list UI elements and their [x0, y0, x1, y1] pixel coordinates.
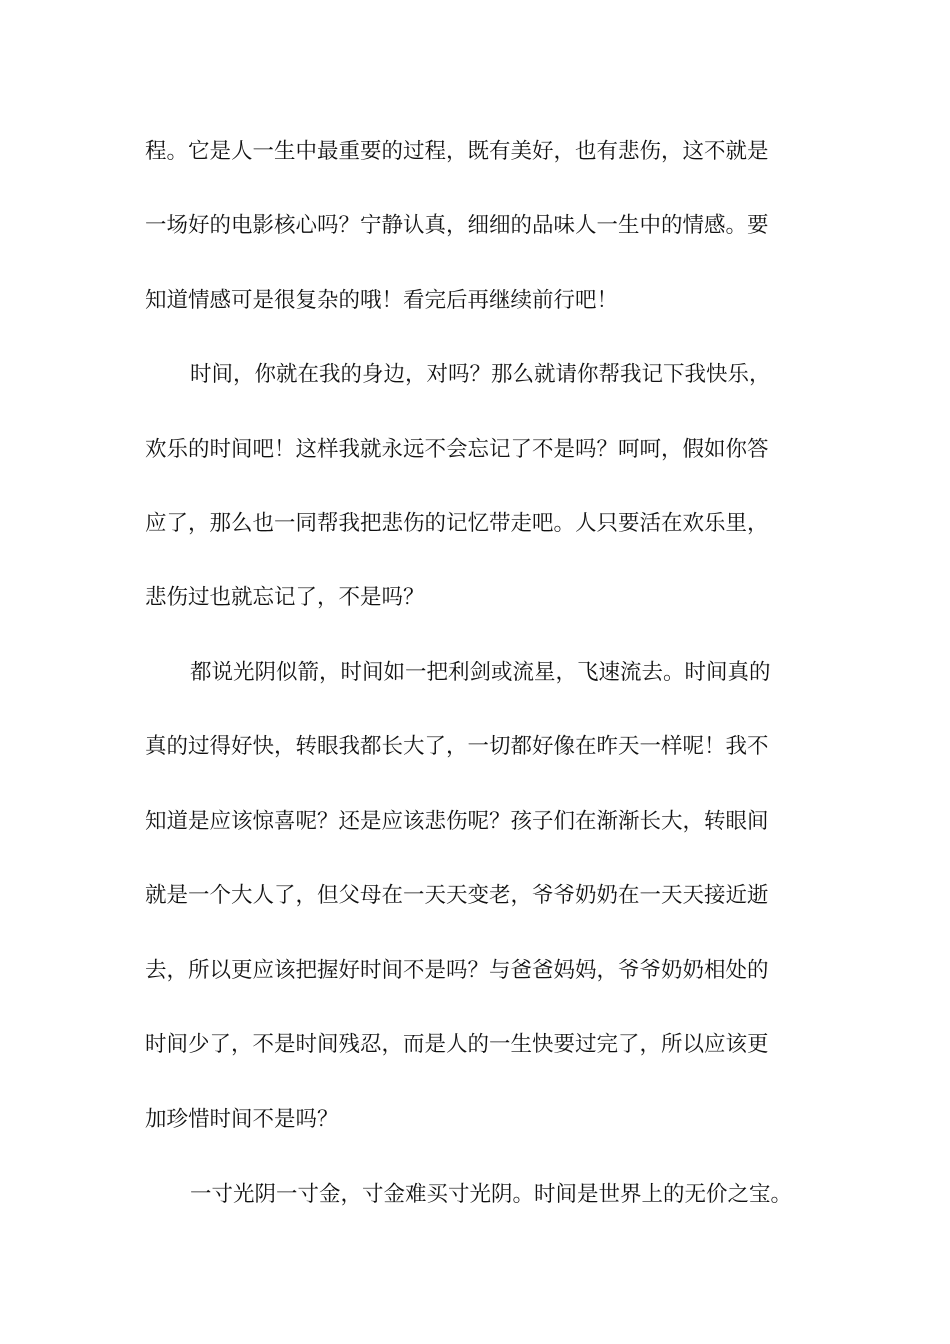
paragraph-1-line-3: 知道情感可是很复杂的哦！看完后再继续前行吧！: [145, 288, 619, 313]
paragraph-1-line-2: 一场好的电影核心吗？宁静认真，细细的品味人一生中的情感。要: [145, 213, 769, 238]
paragraph-3-line-3: 知道是应该惊喜呢？还是应该悲伤呢？孩子们在渐渐长大，转眼间: [145, 809, 769, 834]
paragraph-2-line-3: 应了，那么也一同帮我把悲伤的记忆带走吧。人只要活在欢乐里，: [145, 511, 769, 536]
paragraph-2-line-1: 时间，你就在我的身边，对吗？那么就请你帮我记下我快乐，: [190, 362, 771, 387]
paragraph-1-line-1: 程。它是人一生中最重要的过程，既有美好，也有悲伤，这不就是: [145, 139, 769, 164]
paragraph-3-line-2: 真的过得好快，转眼我都长大了，一切都好像在昨天一样呢！我不: [145, 734, 769, 759]
paragraph-3-line-1: 都说光阴似箭，时间如一把利剑或流星，飞速流去。时间真的: [190, 660, 771, 685]
paragraph-3-line-5: 去，所以更应该把握好时间不是吗？与爸爸妈妈，爷爷奶奶相处的: [145, 958, 769, 983]
paragraph-2-line-4: 悲伤过也就忘记了，不是吗？: [145, 585, 425, 610]
paragraph-2-line-2: 欢乐的时间吧！这样我就永远不会忘记了不是吗？呵呵，假如你答: [145, 437, 769, 462]
paragraph-3-line-7: 加珍惜时间不是吗？: [145, 1107, 339, 1132]
paragraph-3-line-4: 就是一个大人了，但父母在一天天变老，爷爷奶奶在一天天接近逝: [145, 883, 769, 908]
paragraph-3-line-6: 时间少了，不是时间残忍，而是人的一生快要过完了，所以应该更: [145, 1032, 769, 1057]
paragraph-4-line-1: 一寸光阴一寸金，寸金难买寸光阴。时间是世界上的无价之宝。: [190, 1182, 793, 1207]
